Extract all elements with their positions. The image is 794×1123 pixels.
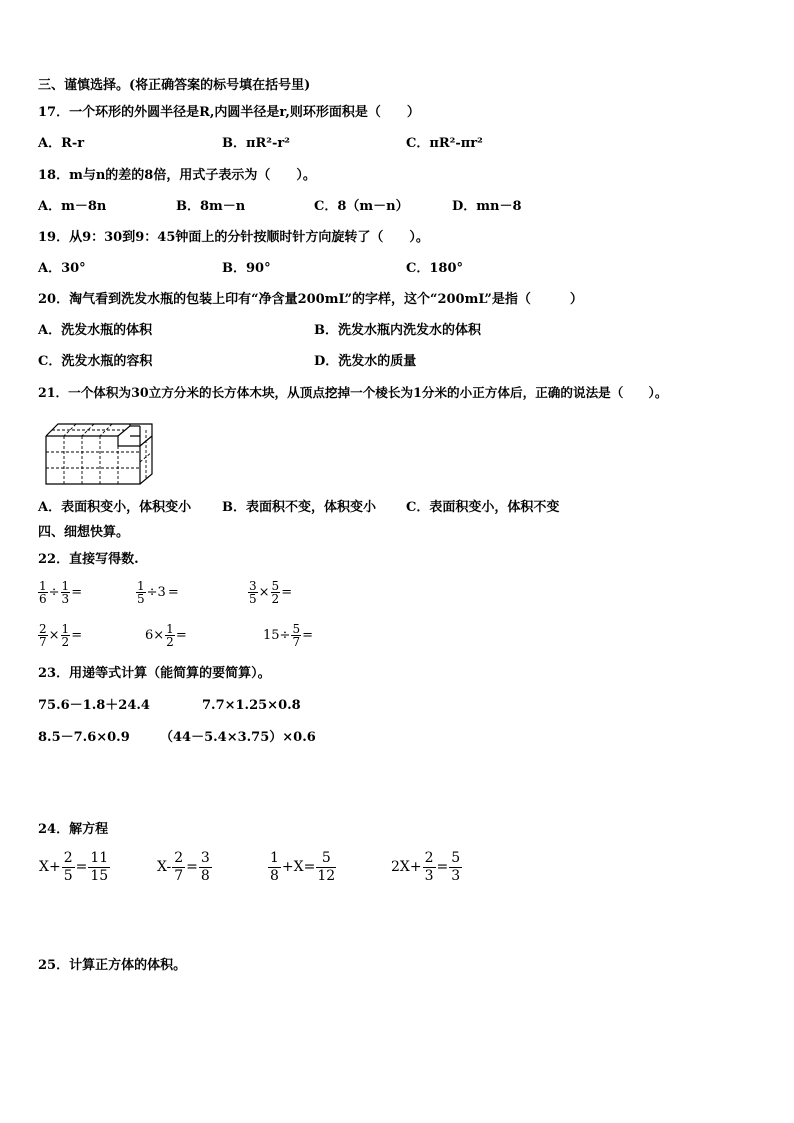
q17-option-b: B．πR²-r² xyxy=(222,136,290,151)
q22-item-5: 6× $\frac{1}{2}$ = xyxy=(145,622,187,649)
q23-stem: 23．用递等式计算（能简算的要简算）。 xyxy=(38,666,271,681)
q19-option-b: B．90° xyxy=(222,261,271,276)
q18-stem: 18．m与n的差的8倍，用式子表示为（ ）。 xyxy=(38,168,316,183)
fraction: $\frac{3}{5}$ xyxy=(249,579,257,606)
q24-equation-1: X+ $\frac{2}{5}$ = $\frac{11}{15}$ xyxy=(39,850,109,884)
q22-item-2: $\frac{1}{5}$ ÷3 = xyxy=(137,579,179,606)
cuboid-figure xyxy=(44,418,156,490)
q23-expr-2: 7.7×1.25×0.8 xyxy=(202,698,301,713)
fraction: $\frac{11}{15}$ xyxy=(90,850,109,884)
q22-item-6: 15÷ $\frac{5}{7}$ = xyxy=(263,622,313,649)
q22-item-4: $\frac{2}{7}$ × $\frac{1}{2}$ = xyxy=(39,622,83,649)
fraction: $\frac{1}{3}$ xyxy=(61,579,70,606)
q24-stem: 24．解方程 xyxy=(38,822,109,837)
q18-option-a: A．m－8n xyxy=(38,199,107,214)
q20-stem: 20．淘气看到洗发水瓶的包装上印有“净含量200mL”的字样，这个“200mL”是指（ ） xyxy=(38,292,583,307)
q20-option-d: D．洗发水的质量 xyxy=(314,354,417,369)
q23-expr-4: （44－5.4×3.75）×0.6 xyxy=(160,730,316,745)
fraction: $\frac{2}{5}$ xyxy=(63,850,73,884)
q24-equation-4: 2X+ $\frac{2}{3}$ = $\frac{5}{3}$ xyxy=(391,850,461,884)
fraction: $\frac{1}{8}$ xyxy=(270,850,279,884)
q19-stem: 19．从9：30到9：45钟面上的分针按顺时针方向旋转了（ ）。 xyxy=(38,230,429,245)
q20-option-b: B．洗发水瓶内洗发水的体积 xyxy=(314,323,481,338)
q20-option-a: A．洗发水瓶的体积 xyxy=(38,323,153,338)
q25-stem: 25．计算正方体的体积。 xyxy=(38,958,187,973)
q23-expr-3: 8.5－7.6×0.9 xyxy=(38,730,130,745)
q22-stem: 22．直接写得数. xyxy=(38,552,139,567)
fraction: $\frac{2}{7}$ xyxy=(39,622,47,649)
q21-option-b: B．表面积不变，体积变小 xyxy=(222,500,376,515)
cuboid-with-cut-corner xyxy=(44,418,156,486)
q18-option-d: D．mn－8 xyxy=(452,199,522,214)
fraction: $\frac{2}{3}$ xyxy=(424,850,434,884)
q23-expr-1: 75.6－1.8＋24.4 xyxy=(38,698,150,713)
q21-option-a: A．表面积变小，体积变小 xyxy=(38,500,192,515)
q24-equation-3: $\frac{1}{8}$ +X= $\frac{5}{12}$ xyxy=(270,850,336,884)
q21-stem: 21．一个体积为30立方分米的长方体木块，从顶点挖掉一个棱长为1分米的小正方体后，正确的说法是（ ）。 xyxy=(38,385,668,400)
q19-option-c: C．180° xyxy=(406,261,463,276)
q17-stem: 17．一个环形的外圆半径是R,内圆半径是r,则环形面积是（ ） xyxy=(38,105,420,120)
q22-item-3: $\frac{3}{5}$ × $\frac{5}{2}$ = xyxy=(249,579,293,606)
q17-option-a: A．R-r xyxy=(38,136,85,151)
q24-equation-2: X- $\frac{2}{7}$ = $\frac{3}{8}$ xyxy=(157,850,210,884)
fraction: $\frac{1}{6}$ xyxy=(39,579,47,606)
fraction: $\frac{1}{5}$ xyxy=(137,579,145,606)
fraction: $\frac{2}{7}$ xyxy=(174,850,184,884)
q17-option-c: C．πR²-πr² xyxy=(406,136,483,151)
section3-heading: 三、谨慎选择。(将正确答案的标号填在括号里) xyxy=(38,78,311,93)
fraction: $\frac{1}{2}$ xyxy=(61,622,70,649)
section4-heading: 四、细想快算。 xyxy=(38,525,130,540)
q18-option-c: C．8（m－n） xyxy=(314,199,409,214)
fraction: $\frac{5}{2}$ xyxy=(271,579,280,606)
fraction: $\frac{5}{12}$ xyxy=(317,850,336,884)
q20-option-c: C．洗发水瓶的容积 xyxy=(38,354,153,369)
fraction: $\frac{1}{2}$ xyxy=(166,622,174,649)
fraction: $\frac{5}{3}$ xyxy=(451,850,461,884)
fraction: $\frac{5}{7}$ xyxy=(292,622,301,649)
q22-item-1: $\frac{1}{6}$ ÷ $\frac{1}{3}$ = xyxy=(39,579,83,606)
q21-option-c: C．表面积变小，体积不变 xyxy=(406,500,560,515)
q19-option-a: A．30° xyxy=(38,261,86,276)
q18-option-b: B．8m－n xyxy=(176,199,246,214)
fraction: $\frac{3}{8}$ xyxy=(200,850,210,884)
